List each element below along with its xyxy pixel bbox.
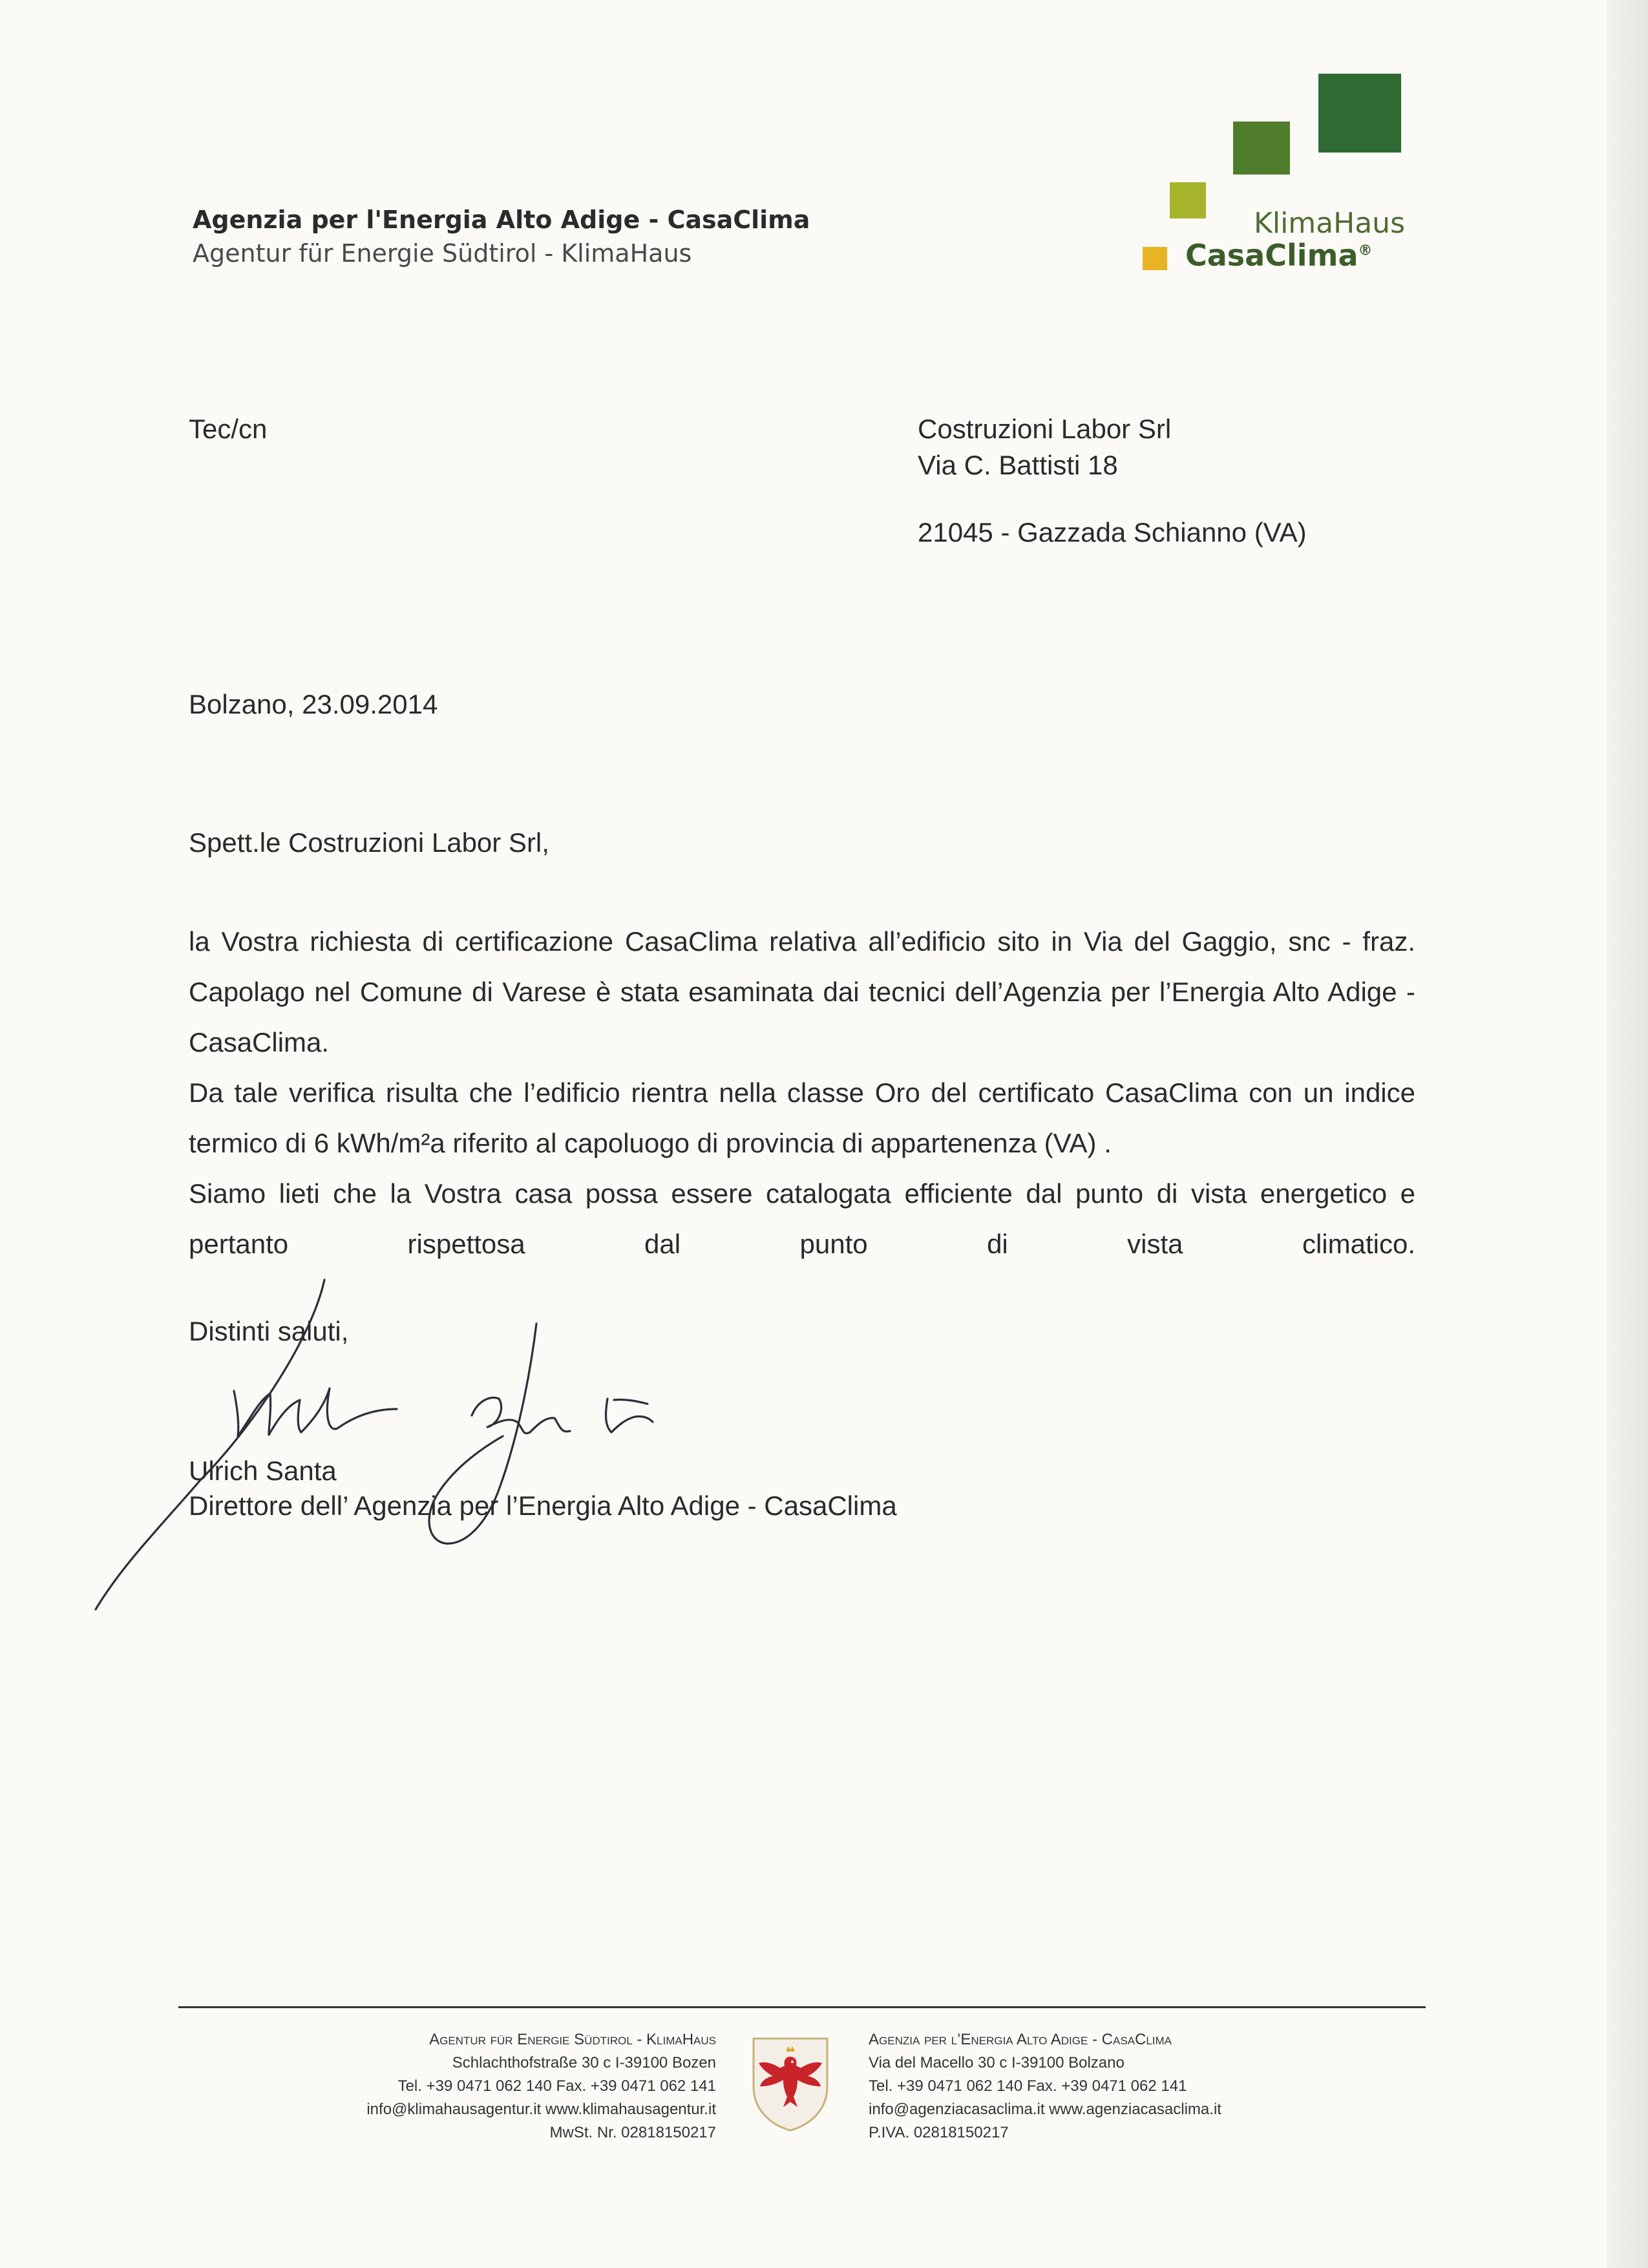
body-paragraph-1: la Vostra richiesta di certificazione CasaClima relativa all’edificio sito in Via del Gaggio, snc - fraz. Capolago nel Comune di Varese è stata esaminata dai tecnici dell’Agenzia per l’Energia Alto Adige - CasaClima. bbox=[189, 926, 1415, 1057]
closing: Distinti saluti, bbox=[189, 1316, 349, 1346]
signer-name: Ulrich Santa bbox=[189, 1456, 337, 1486]
recipient-name: Costruzioni Labor Srl bbox=[918, 414, 1172, 444]
letter-date: Bolzano, 23.09.2014 bbox=[189, 689, 438, 719]
footer-right-address: Via del Macello 30 c I-39100 Bolzano bbox=[869, 2054, 1125, 2072]
recipient-street: Via C. Battisti 18 bbox=[918, 450, 1118, 480]
salutation: Spett.le Costruzioni Labor Srl, bbox=[189, 827, 549, 858]
footer-right-tax: P.IVA. 02818150217 bbox=[869, 2124, 1009, 2141]
logo-square-green bbox=[1233, 122, 1290, 175]
body-paragraph-2: Da tale verifica risulta che l’edificio rientra nella classe Oro del certificato CasaClima con un indice termico di 6 kWh/m²a riferito al capoluogo di provincia di appartenenza (VA) . bbox=[189, 1077, 1415, 1158]
letterhead-title-it: Agenzia per l'Energia Alto Adige - CasaClima bbox=[193, 206, 810, 234]
footer-italian-address bbox=[869, 2028, 1221, 2145]
logo-square-lime bbox=[1170, 182, 1206, 218]
logo-square-yellow bbox=[1143, 247, 1167, 270]
logo-text-klimahaus: KlimaHaus bbox=[1254, 207, 1405, 240]
body-paragraph-3: Siamo lieti che la Vostra casa possa essere catalogata efficiente dal punto di vista energetico e pertanto rispettosa dal punto di vista climatico. bbox=[189, 1178, 1415, 1259]
footer-left-phone: Tel. +39 0471 062 140 Fax. +39 0471 062 141 bbox=[397, 2077, 716, 2095]
recipient-city: 21045 - Gazzada Schianno (VA) bbox=[918, 517, 1307, 547]
letter-body bbox=[189, 917, 1415, 1269]
logo-square-dark-green bbox=[1318, 74, 1401, 153]
signer-title: Direttore dell’ Agenzia per l’Energia Alto Adige - CasaClima bbox=[189, 1490, 897, 1521]
footer-right-web: info@agenziacasaclima.it www.agenziacasaclima.it bbox=[869, 2101, 1221, 2118]
logo-text-casaclima bbox=[1185, 238, 1373, 273]
footer-german-address bbox=[194, 2028, 716, 2145]
casaclima-logo bbox=[1131, 70, 1409, 283]
handwritten-signature bbox=[84, 1267, 666, 1629]
footer-right-org: Agenzia per l’Energia Alto Adige - CasaClima bbox=[869, 2031, 1172, 2048]
footer-left-org: Agentur für Energie Südtirol - KlimaHaus bbox=[429, 2031, 716, 2048]
letterhead-title-de: Agentur für Energie Südtirol - KlimaHaus bbox=[193, 239, 692, 268]
page-edge bbox=[1607, 0, 1648, 2268]
footer-left-web: info@klimahausagentur.it www.klimahausagentur.it bbox=[366, 2101, 716, 2118]
logo-casaclima-word: CasaClima bbox=[1185, 238, 1358, 273]
south-tyrol-eagle-crest-icon bbox=[750, 2035, 831, 2132]
footer-divider bbox=[178, 2006, 1426, 2008]
footer-right-phone: Tel. +39 0471 062 140 Fax. +39 0471 062 141 bbox=[869, 2077, 1187, 2095]
logo-registered-mark: ® bbox=[1358, 242, 1373, 259]
reference-code: Tec/cn bbox=[189, 414, 268, 444]
footer-left-address: Schlachthofstraße 30 c I-39100 Bozen bbox=[452, 2054, 716, 2072]
footer-left-tax: MwSt. Nr. 02818150217 bbox=[549, 2124, 716, 2141]
